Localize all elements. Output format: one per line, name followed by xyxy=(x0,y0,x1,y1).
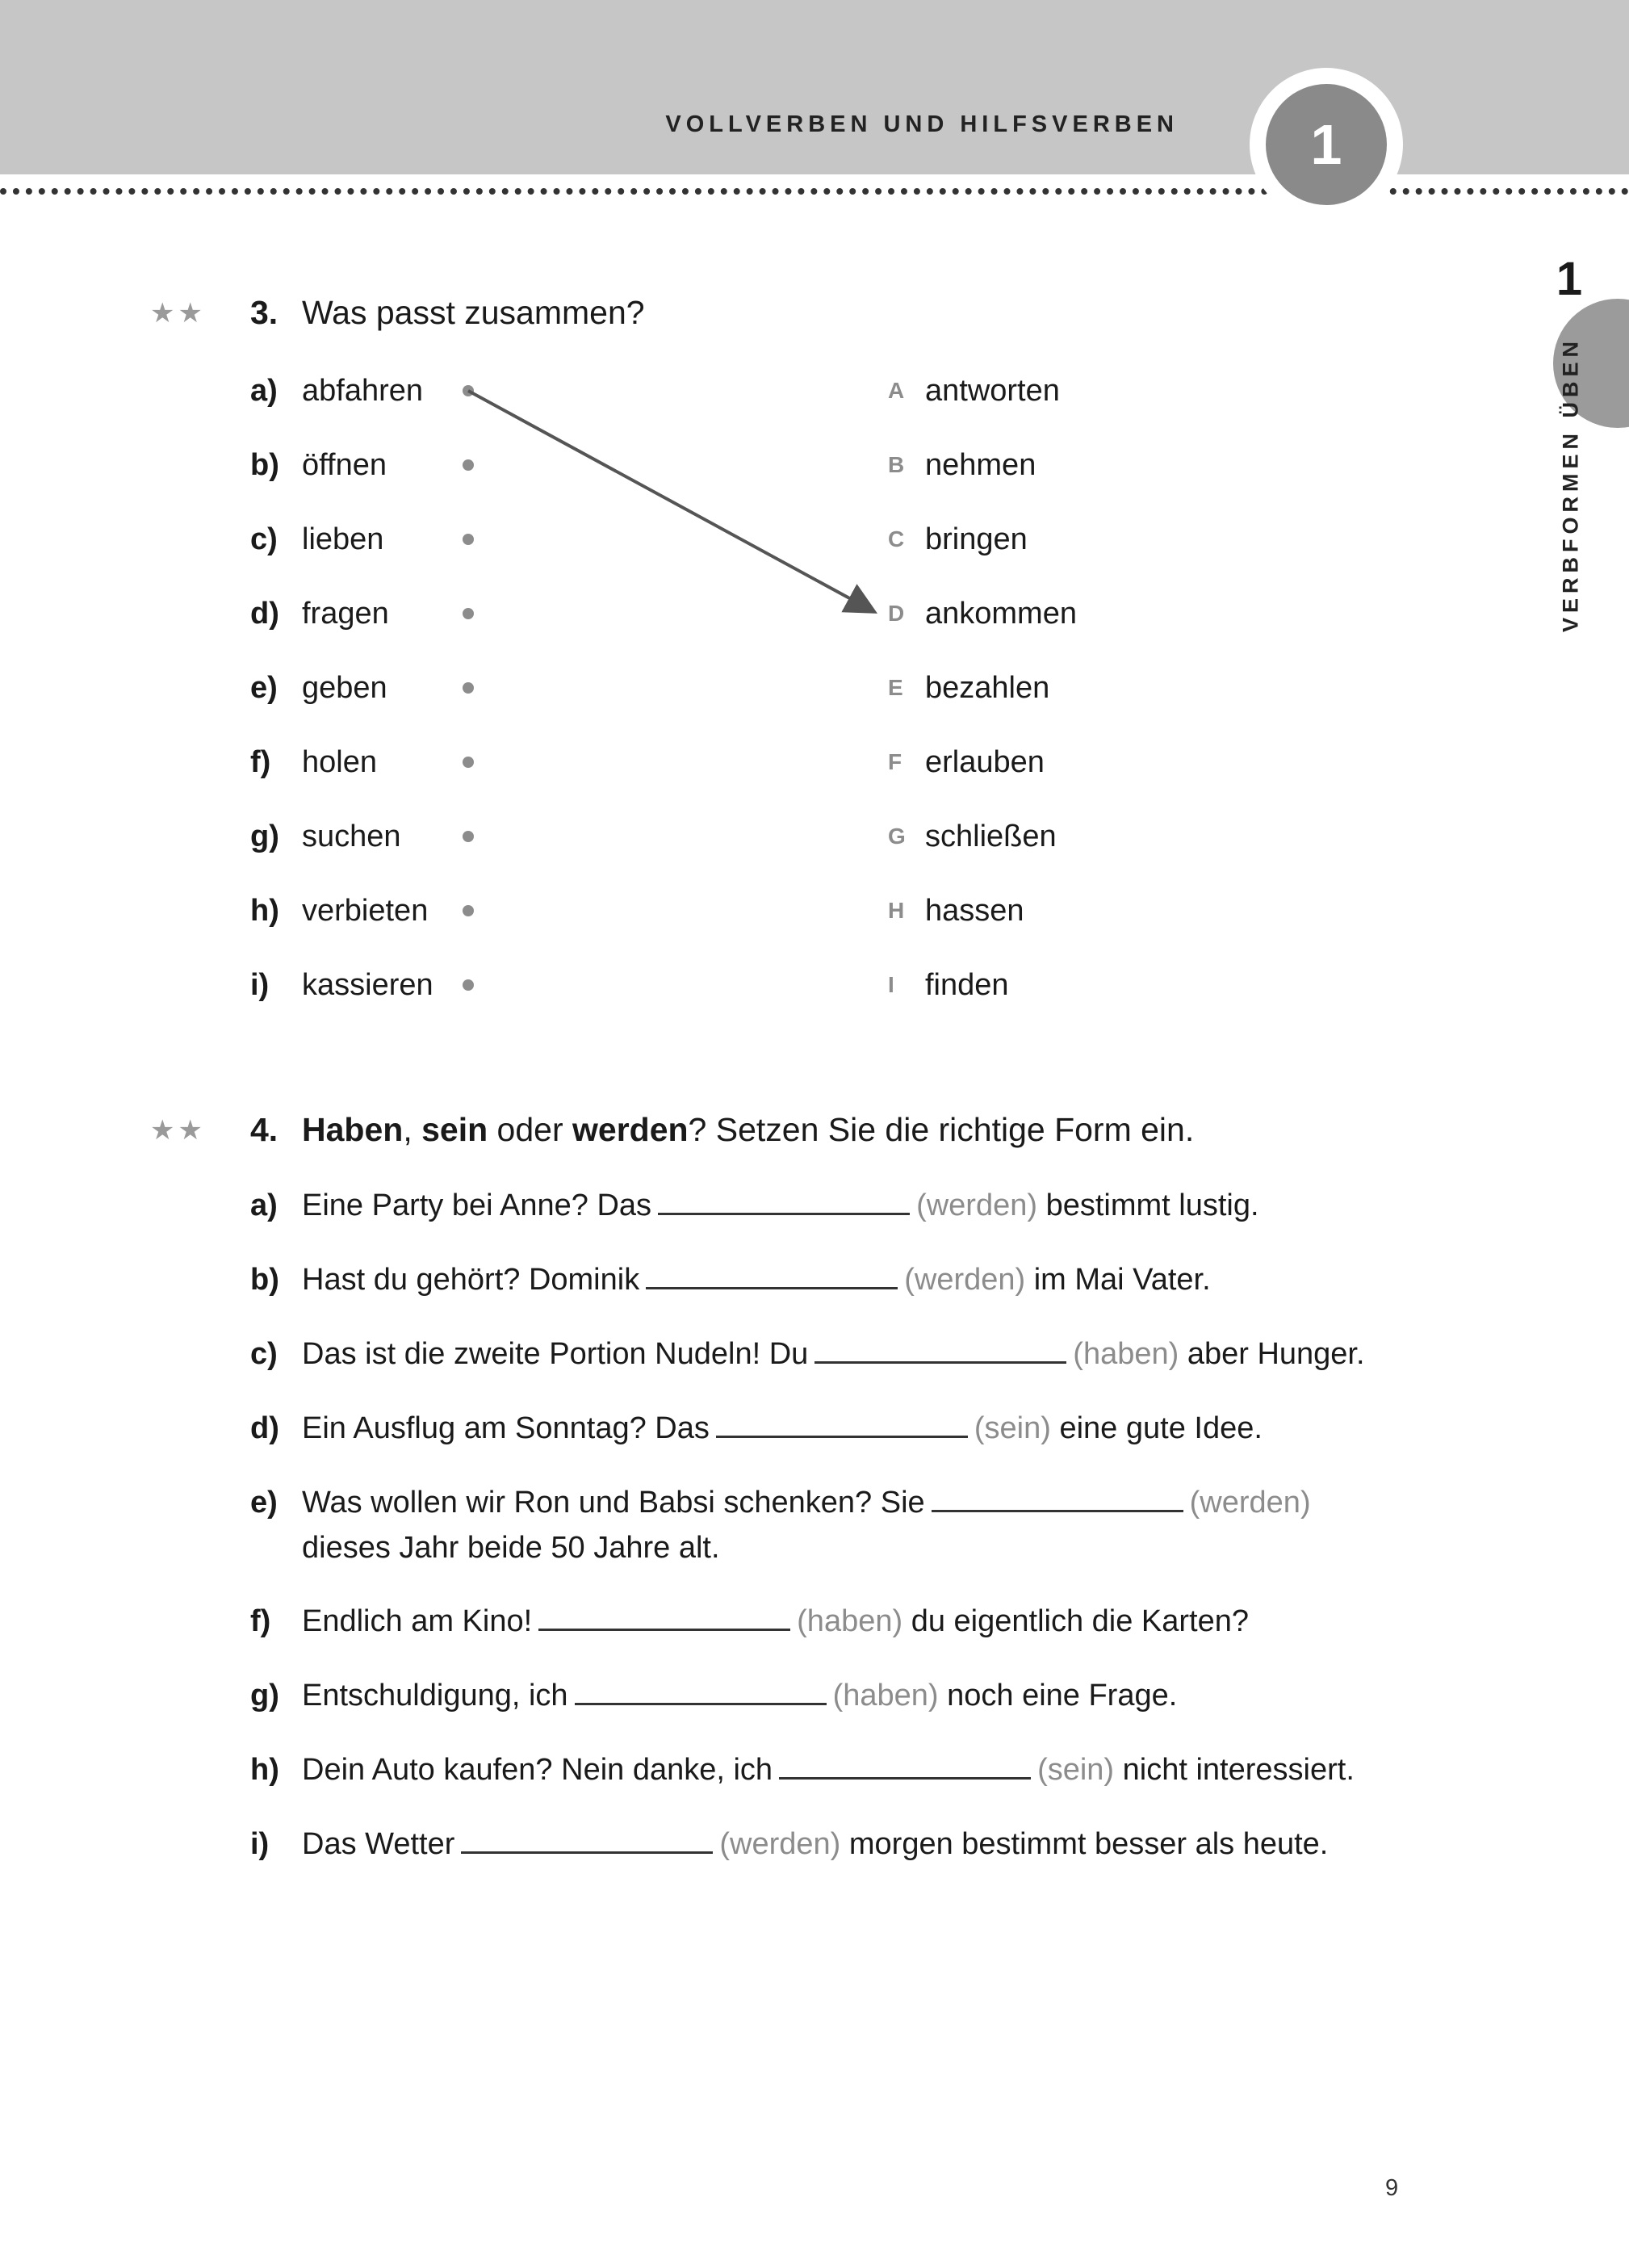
answer-blank[interactable] xyxy=(814,1337,1066,1364)
chapter-number: 1 xyxy=(1266,84,1387,205)
page-number: 9 xyxy=(1385,2175,1399,2201)
item-text: öffnen xyxy=(302,448,387,482)
item-letter: f) xyxy=(250,745,271,779)
item-text: abfahren xyxy=(302,374,424,408)
item-letter: a) xyxy=(250,374,278,408)
item-letter: c) xyxy=(250,1337,278,1371)
sentence xyxy=(302,1480,1311,1525)
exercise-title xyxy=(302,1111,1194,1149)
option-text: nehmen xyxy=(925,448,1036,482)
sentence xyxy=(302,1822,1328,1867)
option-letter: D xyxy=(888,601,905,626)
sentence xyxy=(302,1673,1177,1718)
verb-hint: (haben) xyxy=(797,1604,903,1638)
answer-blank[interactable] xyxy=(646,1263,898,1289)
item-letter: h) xyxy=(250,1753,279,1787)
exercise-title: Was passt zusammen? xyxy=(302,294,645,331)
sentence xyxy=(302,1406,1263,1451)
sentence-end: eine gute Idee. xyxy=(1059,1411,1263,1445)
difficulty-stars: ★★ xyxy=(150,1115,206,1146)
side-tab-label: VERBFORMEN ÜBEN xyxy=(1558,336,1583,633)
verb-hint: (haben) xyxy=(832,1679,939,1713)
option-text: antworten xyxy=(925,374,1060,408)
difficulty-stars: ★★ xyxy=(150,298,206,329)
answer-blank[interactable] xyxy=(538,1604,790,1631)
item-text: suchen xyxy=(302,820,401,853)
option-text: schließen xyxy=(925,820,1057,853)
sentence-end: aber Hunger. xyxy=(1187,1337,1365,1371)
option-letter: H xyxy=(888,898,905,923)
sentence-start: Eine Party bei Anne? Das xyxy=(302,1188,652,1222)
sentence-end: nicht interessiert. xyxy=(1122,1753,1355,1787)
sentence-end: noch eine Frage. xyxy=(947,1679,1178,1713)
verb-hint: (werden) xyxy=(916,1188,1038,1222)
answer-blank[interactable] xyxy=(932,1486,1183,1512)
item-letter: e) xyxy=(250,671,278,705)
exercise-number: 4. xyxy=(250,1111,278,1148)
sentence-continuation: dieses Jahr beide 50 Jahre alt. xyxy=(302,1531,720,1565)
item-letter: d) xyxy=(250,597,279,631)
title-word: sein xyxy=(421,1111,488,1148)
item-text: kassieren xyxy=(302,968,433,1002)
sentence-start: Das ist die zweite Portion Nudeln! Du xyxy=(302,1337,809,1371)
verb-hint: (werden) xyxy=(904,1263,1026,1297)
sentence-start: Entschuldigung, ich xyxy=(302,1679,568,1713)
sentence-end: im Mai Vater. xyxy=(1033,1263,1211,1297)
item-letter: i) xyxy=(250,968,270,1002)
sentence xyxy=(302,1183,1259,1228)
sentence xyxy=(302,1257,1211,1302)
sentence-end: bestimmt lustig. xyxy=(1045,1188,1259,1222)
item-text: verbieten xyxy=(302,894,429,928)
item-letter: c) xyxy=(250,522,278,556)
item-letter: a) xyxy=(250,1188,278,1222)
option-text: erlauben xyxy=(925,745,1045,779)
title-word: Haben xyxy=(302,1111,404,1148)
sentence-end: morgen bestimmt besser als heute. xyxy=(848,1827,1329,1861)
item-text: lieben xyxy=(302,522,384,556)
option-letter: I xyxy=(888,972,894,997)
option-letter: G xyxy=(888,824,906,849)
sentence-start: Ein Ausflug am Sonntag? Das xyxy=(302,1411,710,1445)
option-text: finden xyxy=(925,968,1009,1002)
verb-hint: (sein) xyxy=(974,1411,1051,1445)
verb-hint: (haben) xyxy=(1073,1337,1179,1371)
sentence-start: Was wollen wir Ron und Babsi schenken? Sie xyxy=(302,1486,925,1520)
option-text: bezahlen xyxy=(925,671,1050,705)
option-text: bringen xyxy=(925,522,1028,556)
sentence-start: Hast du gehört? Dominik xyxy=(302,1263,640,1297)
title-text: ? Setzen Sie die richtige Form ein. xyxy=(688,1111,1195,1148)
option-text: hassen xyxy=(925,894,1024,928)
sentence-start: Endlich am Kino! xyxy=(302,1604,533,1638)
title-text: oder xyxy=(488,1111,572,1148)
verb-hint: (sein) xyxy=(1037,1753,1115,1787)
item-text: holen xyxy=(302,745,377,779)
item-letter: h) xyxy=(250,894,279,928)
item-letter: e) xyxy=(250,1486,278,1520)
answer-blank[interactable] xyxy=(658,1188,910,1215)
answer-blank[interactable] xyxy=(575,1679,827,1705)
option-letter: B xyxy=(888,452,905,477)
sentence xyxy=(302,1599,1249,1644)
answer-blank[interactable] xyxy=(779,1753,1031,1780)
sentence xyxy=(302,1331,1365,1377)
item-text: fragen xyxy=(302,597,389,631)
verb-hint: (werden) xyxy=(1189,1486,1311,1520)
option-letter: C xyxy=(888,526,905,551)
answer-blank[interactable] xyxy=(461,1827,713,1854)
exercise-number: 3. xyxy=(250,294,278,331)
title-word: werden xyxy=(572,1111,689,1148)
item-letter: b) xyxy=(250,1263,279,1297)
item-letter: i) xyxy=(250,1827,270,1861)
item-letter: f) xyxy=(250,1604,271,1638)
sentence-end: du eigentlich die Karten? xyxy=(911,1604,1249,1638)
sentence xyxy=(302,1747,1355,1792)
item-text: geben xyxy=(302,671,387,705)
verb-hint: (werden) xyxy=(719,1827,841,1861)
answer-blank[interactable] xyxy=(716,1411,968,1438)
side-chapter-number: 1 xyxy=(1556,253,1583,305)
option-letter: A xyxy=(888,378,905,403)
title-text: , xyxy=(403,1111,422,1148)
item-letter: b) xyxy=(250,448,279,482)
sentence-start: Das Wetter xyxy=(302,1827,455,1861)
option-letter: F xyxy=(888,749,902,774)
item-letter: g) xyxy=(250,820,279,853)
sentence-start: Dein Auto kaufen? Nein danke, ich xyxy=(302,1753,773,1787)
option-text: ankommen xyxy=(925,597,1077,631)
section-title: VOLLVERBEN UND HILFSVERBEN xyxy=(665,111,1179,137)
option-letter: E xyxy=(888,675,903,700)
item-letter: d) xyxy=(250,1411,279,1445)
item-letter: g) xyxy=(250,1679,279,1713)
